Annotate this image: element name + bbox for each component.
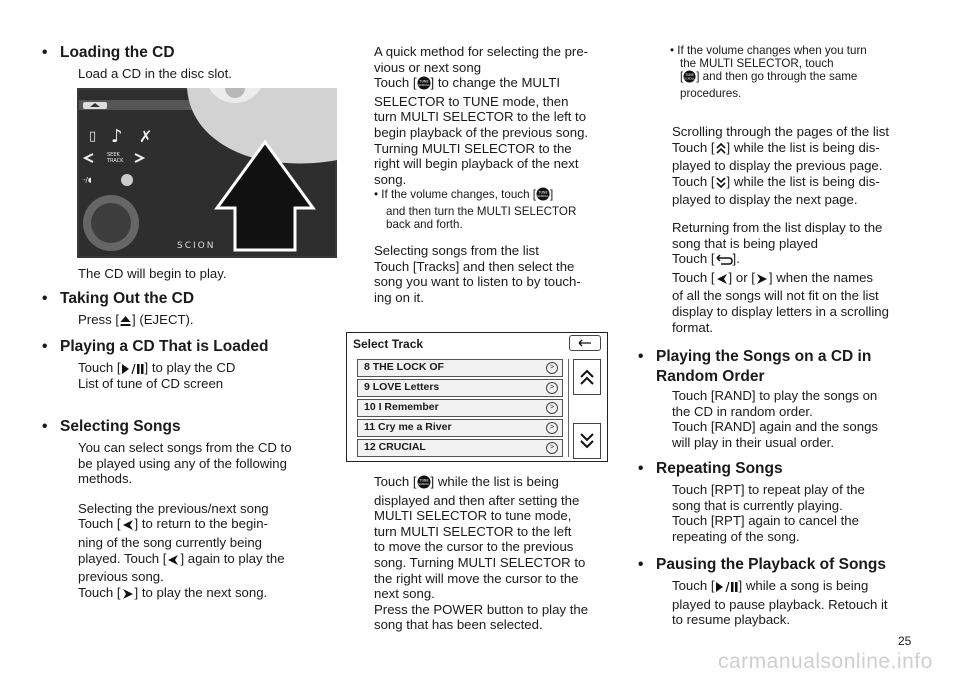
text-selecting-body: You can select songs from the CD to be played using any of the following methods. Selecting the previous/next song Touch [ ] to return to the begin- ning of the song currently being played. Touch [ ] again to play the previous song. Touch [ ] to play the next song. — [78, 440, 292, 603]
next-arrow-icon — [121, 588, 135, 604]
prev-arrow-icon — [715, 273, 729, 289]
text-scrolling-pages: Scrolling through the pages of the list Touch [ ] while the list is being dis- played to display the previous page. Touch [ ] while the list is being dis- played to display the next page. Returning from the list display to the song that is being played Touch [ ]. Touch [ ] or [ ] when the names of all the songs will not fit on the list display to display letters in a scrolling format. — [672, 124, 889, 335]
svg-text:▯: ▯ — [89, 129, 97, 144]
play-pause-icon — [715, 581, 739, 597]
back-button[interactable] — [569, 335, 601, 351]
svg-text:SCION: SCION — [177, 241, 216, 251]
list-item[interactable]: 8 THE LOCK OF > — [357, 359, 563, 377]
select-track-screen — [346, 332, 608, 462]
prev-arrow-icon — [121, 519, 135, 535]
select-arrow-icon: > — [546, 362, 558, 374]
select-arrow-icon: > — [546, 442, 558, 454]
text-cd-begins: The CD will begin to play. — [78, 266, 227, 281]
svg-text:TUNE: TUNE — [538, 190, 548, 195]
page-up-button[interactable] — [573, 359, 601, 395]
track-list — [357, 359, 565, 459]
page-up-icon — [715, 142, 727, 159]
watermark: carmanualsonline.info — [718, 650, 933, 673]
page-down-button[interactable] — [573, 423, 601, 459]
head-unit-illustration — [77, 88, 337, 258]
heading-loading-cd: • Loading the CD — [42, 44, 175, 61]
text-list-of-tune: List of tune of CD screen — [78, 376, 224, 391]
next-arrow-icon — [755, 273, 769, 289]
text-touch-tune-list: Touch [ TUNE SCROLL ] while the list is being displayed and then after setting the MULTI SELECTOR to tune mode, turn MULTI SELECTOR to the left to move the cursor to the previous song. Turning MULTI SELECTOR to the right will move the cursor to the next song. Press the POWER button to play the song that has been selected. — [374, 474, 589, 633]
heading-playing-loaded: • Playing a CD That is Loaded — [42, 338, 269, 355]
text-touch-play: Touch [ ] to play the CD — [78, 360, 235, 379]
select-arrow-icon: > — [546, 402, 558, 414]
heading-taking-out: • Taking Out the CD — [42, 290, 195, 307]
heading-pausing: • Pausing the Playback of Songs — [638, 556, 886, 573]
page-down-icon — [715, 176, 727, 193]
svg-text:✗: ✗ — [139, 127, 153, 146]
list-item[interactable]: 11 Cry me a River > — [357, 419, 563, 437]
heading-random-order: • Playing the Songs on a CD in Random Order — [638, 348, 872, 385]
page-down-icon — [574, 424, 600, 458]
tune-scroll-icon — [417, 76, 431, 94]
return-icon — [715, 254, 733, 270]
page-number: 25 — [898, 634, 912, 648]
svg-text:SCROLL: SCROLL — [537, 194, 549, 199]
list-item[interactable]: 9 LOVE Letters > — [357, 379, 563, 397]
text-pause: Touch [ ] while a song is being played to pause playback. Retouch it to resume playback. — [672, 578, 888, 628]
svg-text:SCROLL: SCROLL — [417, 83, 430, 88]
list-item[interactable]: 12 CRUCIAL > — [357, 439, 563, 457]
return-icon — [576, 337, 594, 349]
text-quick-method: A quick method for selecting the pre- vious or next song Touch [ TUNE SCROLL ] to change the MULTI SELECTOR to TUNE mode, then turn MULTI SELECTOR to the left to begin playback of the previous song. Turning MULTI SELECTOR to the right will begin playback of the next song. • If the volume changes, touch [ TUNE SCROLL ] and then turn the MULTI SELECTOR back and forth. Selecting songs from the list Touch [Tracks] and then select the song you want to listen to by touch- ing on it. — [374, 44, 589, 305]
svg-text:TUNE: TUNE — [685, 73, 695, 78]
list-item[interactable]: 10 I Remember > — [357, 399, 563, 417]
page-up-icon — [574, 360, 600, 394]
note-volume-changes: • If the volume changes when you turn the MULTI SELECTOR, touch [ TUNE SCROLL ] and then go through the same procedures. — [670, 44, 867, 100]
eject-icon — [119, 314, 132, 331]
svg-text:SCROLL: SCROLL — [417, 482, 430, 486]
text-press-eject: Press [ ] (EJECT). — [78, 312, 194, 331]
select-arrow-icon: > — [546, 382, 558, 394]
tune-scroll-icon — [417, 475, 431, 493]
heading-selecting-songs: • Selecting Songs — [42, 418, 181, 435]
svg-text:SEEK: SEEK — [107, 152, 120, 158]
text-load-cd: Load a CD in the disc slot. — [78, 66, 232, 81]
svg-text:♪: ♪ — [111, 126, 123, 147]
svg-text:TRACK: TRACK — [107, 158, 124, 164]
text-repeat: Touch [RPT] to repeat play of the song that is currently playing. Touch [RPT] again to cancel the repeating of the song. — [672, 482, 865, 544]
text-random: Touch [RAND] to play the songs on the CD in random order. Touch [RAND] again and the songs will play in their usual order. — [672, 388, 878, 450]
heading-repeating: • Repeating Songs — [638, 460, 783, 477]
svg-text:SCROLL: SCROLL — [684, 76, 696, 81]
select-track-title: Select Track — [353, 337, 424, 351]
svg-text:TUNE: TUNE — [418, 478, 429, 483]
svg-text:-/◖: -/◖ — [83, 176, 92, 184]
tune-scroll-icon — [536, 187, 550, 204]
tune-scroll-icon — [683, 70, 696, 86]
select-arrow-icon: > — [546, 422, 558, 434]
svg-text:TUNE: TUNE — [418, 79, 429, 84]
prev-arrow-icon — [166, 554, 180, 570]
